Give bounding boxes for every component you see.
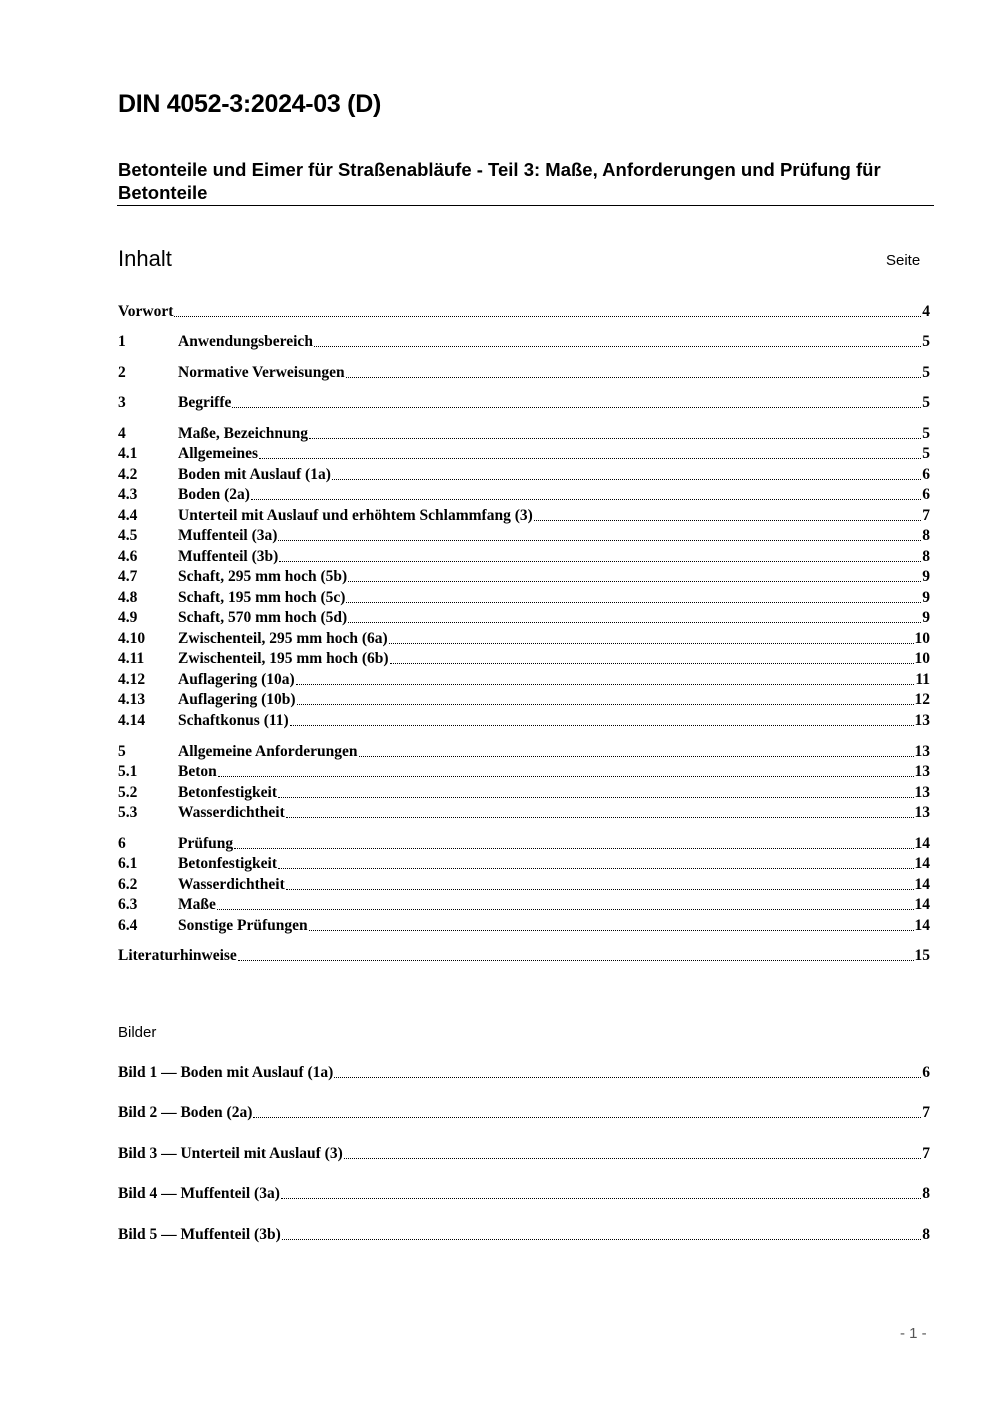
entry-number: 4.7 (118, 568, 138, 585)
toc-entry[interactable] (118, 547, 930, 567)
dot-leader (238, 946, 914, 966)
toc-entry[interactable] (118, 946, 930, 966)
entry-label: Wasserdichtheit (178, 876, 285, 893)
entry-number: 5 (118, 743, 126, 760)
toc-entry[interactable] (118, 629, 930, 649)
entry-page-number: 5 (922, 333, 930, 350)
dot-leader (309, 424, 921, 444)
entry-page-number: 14 (914, 896, 930, 913)
entry-label: Wasserdichtheit (178, 804, 285, 821)
entry-label: Sonstige Prüfungen (178, 917, 308, 934)
dot-leader (251, 485, 921, 505)
entry-label: Vorwort (118, 303, 174, 320)
dot-leader (297, 690, 914, 710)
entry-page-number: 13 (914, 743, 930, 760)
page-number: - 1 - (900, 1325, 927, 1342)
entry-number: 5.1 (118, 763, 138, 780)
entry-number: 4.6 (118, 548, 138, 565)
dot-leader (359, 742, 914, 762)
entry-page-number: 5 (922, 425, 930, 442)
toc-entry[interactable] (118, 526, 930, 546)
dot-leader (346, 588, 921, 608)
toc-entry[interactable] (118, 567, 930, 587)
dot-leader (232, 393, 921, 413)
dot-leader (282, 1225, 922, 1245)
entry-label: Auflagering (10a) (178, 671, 295, 688)
dot-leader (286, 803, 914, 823)
entry-label: Schaft, 295 mm hoch (5b) (178, 568, 348, 585)
dot-leader (390, 649, 914, 669)
entry-page-number: 14 (914, 855, 930, 872)
toc-entry[interactable] (118, 424, 930, 444)
entry-label: Maße, Bezeichnung (178, 425, 309, 442)
dot-leader (309, 916, 914, 936)
entry-page-number: 9 (922, 589, 930, 606)
entry-label: Allgemeine Anforderungen (178, 743, 358, 760)
entry-label: Prüfung (178, 835, 234, 852)
document-subtitle: Betonteile und Eimer für Straßenabläufe - Teil 3: Maße, Anforderungen und Prüfung für Betonteile (118, 159, 881, 203)
entry-page-number: 14 (914, 835, 930, 852)
entry-page-number: 10 (914, 630, 930, 647)
toc-entry[interactable] (118, 506, 930, 526)
entry-number: 3 (118, 394, 126, 411)
dot-leader (296, 670, 915, 690)
entry-number: 6.3 (118, 896, 138, 913)
dot-leader (290, 711, 914, 731)
toc-entry[interactable] (118, 854, 930, 874)
entry-number: 4.3 (118, 486, 138, 503)
dot-leader (332, 465, 921, 485)
entry-label: Betonfestigkeit (178, 855, 278, 872)
entry-number: 1 (118, 333, 126, 350)
entry-number: 4.12 (118, 671, 146, 688)
entry-label: Bild 4 — Muffenteil (3a) (118, 1185, 280, 1202)
dot-leader (278, 783, 913, 803)
entry-page-number: 10 (914, 650, 930, 667)
entry-number: 4.1 (118, 445, 138, 462)
dot-leader (278, 526, 921, 546)
figure-entry[interactable] (118, 1144, 930, 1164)
entry-number: 4.14 (118, 712, 146, 729)
dot-leader (348, 608, 921, 628)
entry-page-number: 15 (914, 947, 930, 964)
toc-entry[interactable] (118, 302, 930, 322)
toc-entry[interactable] (118, 690, 930, 710)
entry-number: 5.2 (118, 784, 138, 801)
figure-entry[interactable] (118, 1184, 930, 1204)
dot-leader (279, 547, 921, 567)
entry-label: Maße (178, 896, 216, 913)
toc-entry[interactable] (118, 742, 930, 762)
toc-entry[interactable] (118, 393, 930, 413)
entry-label: Boden (2a) (178, 486, 250, 503)
toc-entry[interactable] (118, 588, 930, 608)
toc-heading: Inhalt (118, 246, 172, 271)
entry-page-number: 13 (914, 804, 930, 821)
entry-number: 5.3 (118, 804, 138, 821)
toc-entry[interactable] (118, 649, 930, 669)
dot-leader (348, 567, 921, 587)
dot-leader (334, 1063, 921, 1083)
entry-page-number: 9 (922, 609, 930, 626)
page-column-label: Seite (886, 252, 921, 269)
entry-label: Muffenteil (3b) (178, 548, 279, 565)
toc-entry[interactable] (118, 895, 930, 915)
entry-page-number: 6 (922, 486, 930, 503)
dot-leader (174, 302, 921, 322)
toc-entry[interactable] (118, 783, 930, 803)
dot-leader (217, 895, 914, 915)
entry-number: 4.10 (118, 630, 146, 647)
toc-entry[interactable] (118, 762, 930, 782)
dot-leader (534, 506, 921, 526)
entry-label: Anwendungsbereich (178, 333, 313, 350)
toc-entry[interactable] (118, 670, 930, 690)
entry-page-number: 13 (914, 763, 930, 780)
figure-entry[interactable] (118, 1063, 930, 1083)
toc-entry[interactable] (118, 803, 930, 823)
entry-page-number: 8 (922, 1226, 930, 1243)
entry-number: 4.2 (118, 466, 138, 483)
dot-leader (344, 1144, 922, 1164)
entry-page-number: 5 (922, 394, 930, 411)
entry-label: Normative Verweisungen (178, 364, 345, 381)
entry-label: Schaftkonus (11) (178, 712, 289, 729)
entry-label: Zwischenteil, 195 mm hoch (6b) (178, 650, 389, 667)
entry-number: 6.1 (118, 855, 138, 872)
entry-page-number: 8 (922, 548, 930, 565)
entry-page-number: 6 (922, 466, 930, 483)
dot-leader (278, 854, 913, 874)
entry-number: 4.4 (118, 507, 138, 524)
entry-page-number: 6 (922, 1064, 930, 1081)
dot-leader (281, 1184, 921, 1204)
toc-entry[interactable] (118, 444, 930, 464)
entry-label: Begriffe (178, 394, 232, 411)
entry-number: 4.5 (118, 527, 138, 544)
entry-page-number: 7 (922, 507, 930, 524)
entry-label: Boden mit Auslauf (1a) (178, 466, 331, 483)
entry-label: Bild 1 — Boden mit Auslauf (1a) (118, 1064, 334, 1081)
dot-leader (286, 875, 914, 895)
entry-number: 6 (118, 835, 126, 852)
entry-page-number: 4 (922, 303, 930, 320)
entry-page-number: 14 (914, 917, 930, 934)
dot-leader (218, 762, 914, 782)
entry-label: Allgemeines (178, 445, 259, 462)
entry-number: 2 (118, 364, 126, 381)
toc-entry[interactable] (118, 875, 930, 895)
entry-page-number: 8 (922, 527, 930, 544)
dot-leader (314, 332, 921, 352)
entry-number: 4 (118, 425, 126, 442)
toc-entry[interactable] (118, 834, 930, 854)
entry-label: Bild 5 — Muffenteil (3b) (118, 1226, 281, 1243)
entry-number: 4.8 (118, 589, 138, 606)
entry-label: Schaft, 570 mm hoch (5d) (178, 609, 348, 626)
toc-entry[interactable] (118, 332, 930, 352)
entry-page-number: 5 (922, 364, 930, 381)
entry-page-number: 8 (922, 1185, 930, 1202)
entry-page-number: 7 (922, 1145, 930, 1162)
entry-label: Zwischenteil, 295 mm hoch (6a) (178, 630, 388, 647)
entry-label: Unterteil mit Auslauf und erhöhtem Schlammfang (3) (178, 507, 533, 524)
entry-page-number: 13 (914, 712, 930, 729)
entry-label: Bild 3 — Unterteil mit Auslauf (3) (118, 1145, 343, 1162)
entry-label: Betonfestigkeit (178, 784, 278, 801)
entry-number: 6.2 (118, 876, 138, 893)
entry-number: 4.9 (118, 609, 138, 626)
dot-leader (234, 834, 913, 854)
entry-page-number: 12 (914, 691, 930, 708)
document-title: DIN 4052-3:2024-03 (D) (118, 90, 381, 118)
dot-leader (389, 629, 914, 649)
toc-entry[interactable] (118, 711, 930, 731)
figures-heading: Bilder (118, 1024, 157, 1041)
title-divider (117, 205, 934, 206)
entry-number: 4.13 (118, 691, 146, 708)
entry-page-number: 11 (915, 671, 930, 688)
entry-page-number: 13 (914, 784, 930, 801)
figure-entry[interactable] (118, 1225, 930, 1245)
toc-entry[interactable] (118, 916, 930, 936)
toc-entry[interactable] (118, 608, 930, 628)
entry-label: Muffenteil (3a) (178, 527, 278, 544)
entry-page-number: 5 (922, 445, 930, 462)
dot-leader (346, 363, 922, 383)
entry-page-number: 14 (914, 876, 930, 893)
entry-page-number: 9 (922, 568, 930, 585)
toc-entry[interactable] (118, 485, 930, 505)
dot-leader (253, 1103, 921, 1123)
entry-page-number: 7 (922, 1104, 930, 1121)
entry-number: 4.11 (118, 650, 145, 667)
entry-number: 6.4 (118, 917, 138, 934)
toc-entry[interactable] (118, 465, 930, 485)
dot-leader (259, 444, 921, 464)
entry-label: Schaft, 195 mm hoch (5c) (178, 589, 346, 606)
entry-label: Beton (178, 763, 217, 780)
toc-entry[interactable] (118, 363, 930, 383)
entry-label: Literaturhinweise (118, 947, 237, 964)
entry-label: Bild 2 — Boden (2a) (118, 1104, 253, 1121)
entry-label: Auflagering (10b) (178, 691, 296, 708)
figure-entry[interactable] (118, 1103, 930, 1123)
